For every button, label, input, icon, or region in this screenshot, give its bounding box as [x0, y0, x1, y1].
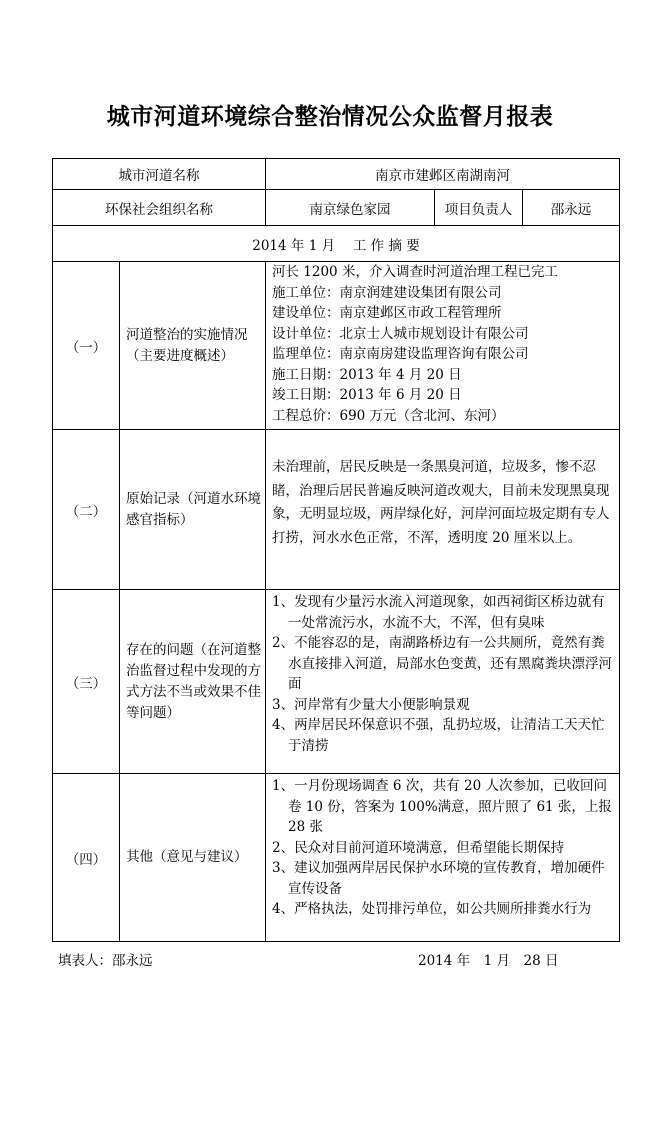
issue-list: [272, 592, 615, 756]
leader-label: 项目负责人: [435, 190, 523, 226]
report-table: [52, 158, 620, 942]
filler-label: 填表人：邵永远: [58, 953, 153, 969]
list-item: 4、两岸居民环保意识不强，乱扔垃圾，让清洁工天天忙于清捞: [272, 717, 605, 754]
section-row-2: [53, 430, 620, 590]
suggestion-list: [272, 776, 615, 920]
content-line: 施工日期：2013 年 4 月 20 日: [272, 366, 462, 383]
section-row-1: [53, 262, 620, 430]
content-line: 监理单位：南京南房建设监理咨询有限公司: [272, 346, 529, 362]
section-row-3: [53, 590, 620, 774]
section-content: [266, 262, 620, 430]
section-number: （二）: [53, 430, 120, 590]
river-name-value: 南京市建邺区南湖南河: [266, 159, 620, 190]
list-item: 3、河岸常有少量大小便影响景观: [272, 696, 470, 713]
list-item: 4、严格执法，处罚排污单位，如公共厕所排粪水行为: [272, 901, 592, 917]
fill-date: 2014 年 1 月 28 日: [418, 953, 559, 969]
summary-heading: 2014 年 1 月 工 作 摘 要: [53, 226, 620, 262]
org-name-value: 南京绿色家园: [266, 190, 435, 226]
content-line: 设计单位：北京士人城市规划设计有限公司: [272, 325, 529, 342]
section-content: [266, 590, 620, 774]
section-number: （三）: [53, 590, 120, 774]
list-item: 2、不能容忍的是，南湖路桥边有一公共厕所，竟然有粪水直接排入河道，局部水色变黄，还有黑腐粪块漂浮河面: [272, 635, 612, 692]
content-line: 工程总价：690 万元（含北河、东河）: [272, 407, 505, 424]
section-content: 未治理前，居民反映是一条黑臭河道，垃圾多，惨不忍睹，治理后居民普遍反映河道改观大，目前未发现黑臭现象，无明显垃圾，两岸绿化好，河岸河面垃圾定期有专人打捞，河水水色正常，不浑，透明度 20 厘米以上。: [266, 430, 620, 590]
content-line: 施工单位：南京润建建设集团有限公司: [272, 284, 502, 301]
content-line: 河长 1200 米，介入调查时河道治理工程已完工: [272, 264, 558, 280]
summary-heading-row: [53, 226, 620, 262]
section-label: 其他（意见与建议）: [120, 774, 266, 942]
section-label: 原始记录（河道水环境感官指标）: [120, 430, 266, 590]
org-row: [53, 190, 620, 226]
section-number: （四）: [53, 774, 120, 942]
section-label: 存在的问题（在河道整治监督过程中发现的方式方法不当或效果不佳等问题）: [120, 590, 266, 774]
section-row-4: [53, 774, 620, 942]
list-item: 3、建议加强两岸居民保护水环境的宣传教育，增加硬件宣传设备: [272, 860, 605, 897]
report-title: 城市河道环境综合整治情况公众监督月报表: [106, 103, 554, 130]
river-row: [53, 159, 620, 190]
list-item: 1、发现有少量污水流入河道现象，如西祠街区桥边就有一处常流污水，水流不大，不浑，但有臭味: [272, 594, 605, 631]
content-line: 竣工日期：2013 年 6 月 20 日: [272, 387, 462, 403]
section-label: 河道整治的实施情况（主要进度概述）: [120, 262, 266, 430]
section-content: [266, 774, 620, 942]
section-number: （一）: [53, 262, 120, 430]
river-name-label: 城市河道名称: [53, 159, 266, 190]
leader-value: 邵永远: [523, 190, 620, 226]
list-item: 1、一月份现场调查 6 次，共有 20 人次参加，已收回问卷 10 份，答案为 100%满意，照片照了 61 张，上报 28 张: [272, 778, 612, 835]
list-item: 2、民众对目前河道环境满意，但希望能长期保持: [272, 839, 565, 856]
org-name-label: 环保社会组织名称: [53, 190, 266, 226]
content-line: 建设单位：南京建邺区市政工程管理所: [272, 305, 502, 321]
